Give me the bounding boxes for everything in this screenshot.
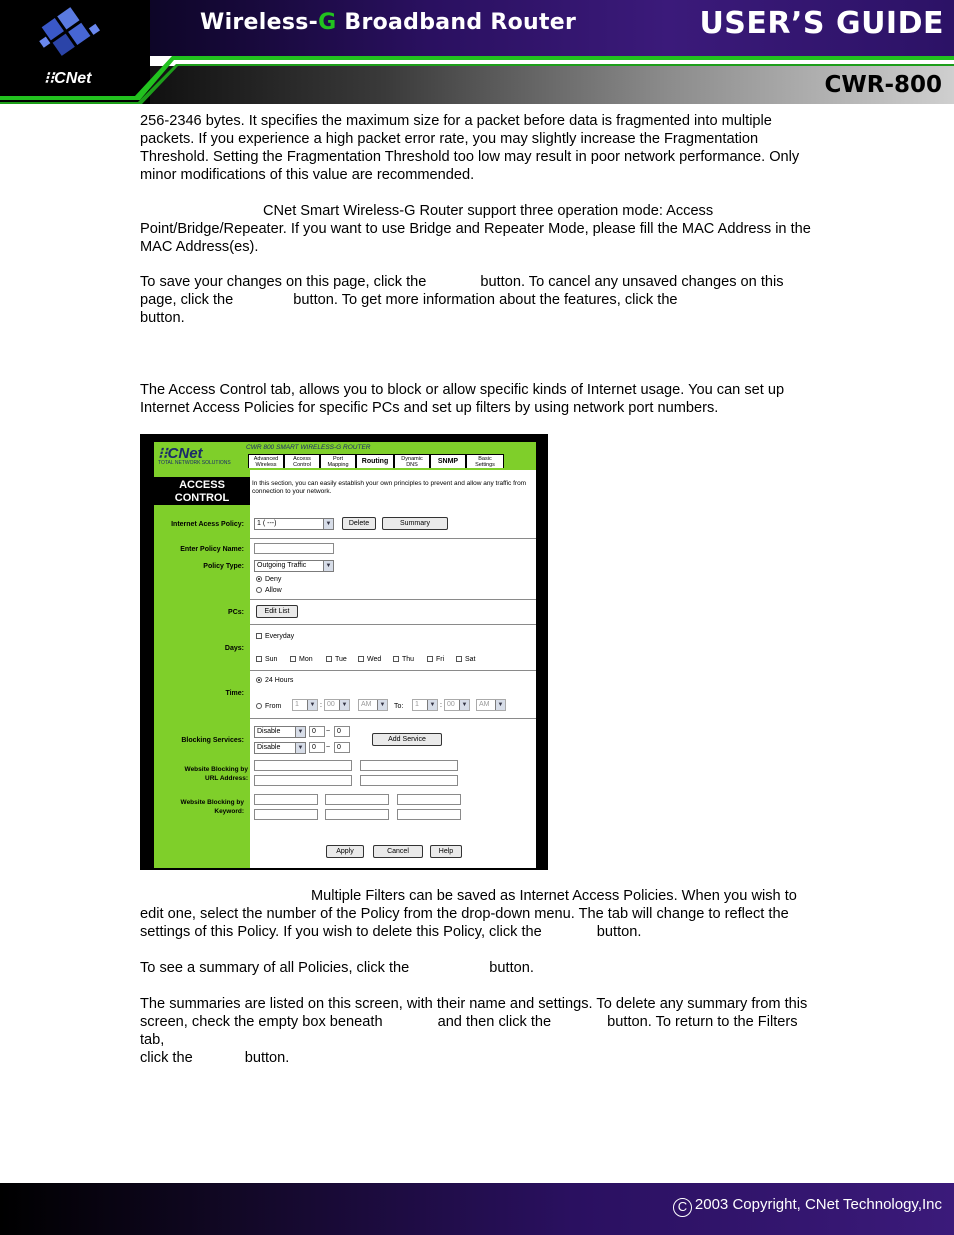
checkbox-icon <box>326 656 332 662</box>
radio-icon <box>256 703 262 709</box>
url-input-2[interactable] <box>360 760 458 771</box>
cancel-button[interactable]: Cancel <box>373 845 423 858</box>
port-range-tilde: ~ <box>326 728 331 735</box>
chevron-down-icon: ▼ <box>427 700 437 710</box>
from-hour-select[interactable]: 1 ▼ <box>292 699 318 711</box>
24-hours-radio[interactable]: 24 Hours <box>256 676 293 685</box>
day-fri-checkbox[interactable]: Fri <box>427 655 444 664</box>
from-minute-select[interactable]: 00 ▼ <box>324 699 350 711</box>
paragraph-access-control: The Access Control tab, allows you to block or allow specific kinds of Internet usage. You can set up Internet Access Policies for specific PCs and set up filters by using network port numbers. <box>140 382 785 416</box>
tab-snmp[interactable]: SNMP <box>430 454 466 468</box>
checkbox-icon <box>427 656 433 662</box>
copyright-text: C 2003 Copyright, CNet Technology,Inc <box>673 1196 942 1217</box>
everyday-checkbox[interactable]: Everyday <box>256 632 294 641</box>
label-policy-type: Policy Type: <box>203 563 244 570</box>
delete-button[interactable]: Delete <box>342 517 376 530</box>
label-internet-access-policy: Internet Acess Policy: <box>171 521 244 528</box>
label-time: Time: <box>225 690 244 697</box>
tab-access-control[interactable]: Access Control <box>284 454 320 468</box>
chevron-down-icon: ▼ <box>307 700 317 710</box>
checkbox-icon <box>393 656 399 662</box>
day-sun-checkbox[interactable]: Sun <box>256 655 277 664</box>
label-blocking-services: Blocking Services: <box>181 737 244 744</box>
port-range-tilde: ~ <box>326 744 331 751</box>
paragraph-summaries-list: The summaries are listed on this screen, with their name and settings. To delete any summary from this screen, check the empty box beneath and then click the button. To return to the Filters tab, click the button. <box>140 996 808 1066</box>
keyword-input-3[interactable] <box>397 794 461 805</box>
blocking-service-select-2[interactable]: Disable ▼ <box>254 742 306 754</box>
tab-basic-settings[interactable]: Basic Settings <box>466 454 504 468</box>
logo-squares-icon <box>34 6 108 66</box>
policy-select[interactable]: 1 ( ---) ▼ <box>254 518 334 530</box>
label-keyword-blocking: Website Blocking by Keyword: <box>180 799 244 815</box>
help-button[interactable]: Help <box>430 845 462 858</box>
paragraph-save-changes: To save your changes on this page, click the button. To cancel any unsaved changes on this page, click the button. To get more information about the features, click the button. <box>140 274 784 326</box>
day-tue-checkbox[interactable]: Tue <box>326 655 347 664</box>
header-title: Wireless-G Broadband Router <box>200 10 577 35</box>
chevron-down-icon: ▼ <box>323 519 333 529</box>
summary-button[interactable]: Summary <box>382 517 448 530</box>
port-end-input-2[interactable]: 0 <box>334 742 350 753</box>
to-label: To: <box>394 703 404 710</box>
apply-button[interactable]: Apply <box>326 845 364 858</box>
paragraph-summary: To see a summary of all Policies, click the button. <box>140 960 534 976</box>
tab-dynamic-dns[interactable]: Dynamic DNS <box>394 454 430 468</box>
blocking-service-select-1[interactable]: Disable ▼ <box>254 726 306 738</box>
chevron-down-icon: ▼ <box>495 700 505 710</box>
model-number: CWR-800 <box>824 72 942 98</box>
chevron-down-icon: ▼ <box>295 727 305 737</box>
paragraph-fragmentation: 256-2346 bytes. It specifies the maximum size for a packet before data is fragmented into multiple packets. If you experience a high packet error rate, you may slightly increase the Fragmentation Threshold. Setting the Fragmentation Threshold too low may result in poor network performance. Only minor modifications of this value are recommended. <box>140 113 800 183</box>
to-hour-select[interactable]: 1 ▼ <box>412 699 438 711</box>
day-wed-checkbox[interactable]: Wed <box>358 655 381 664</box>
paragraph-policies: Multiple Filters can be saved as Internet Access Policies. When you wish to edit one, select the number of the Policy from the drop-down menu. The tab will change to reflect the settings of this Policy. If you wish to delete this Policy, click the button. <box>140 888 797 940</box>
port-start-input-2[interactable]: 0 <box>309 742 325 753</box>
deny-radio[interactable]: Deny <box>256 575 281 584</box>
chevron-down-icon: ▼ <box>459 700 469 710</box>
tab-routing[interactable]: Routing <box>356 454 394 468</box>
checkbox-icon <box>256 656 262 662</box>
label-pcs: PCs: <box>228 609 244 616</box>
access-control-screenshot <box>140 434 548 870</box>
label-policy-name: Enter Policy Name: <box>180 546 244 553</box>
label-days: Days: <box>224 645 244 652</box>
add-service-button[interactable]: Add Service <box>372 733 442 746</box>
from-ampm-select[interactable]: AM ▼ <box>358 699 388 711</box>
screenshot-logo-subtitle: TOTAL NETWORK SOLUTIONS <box>158 460 231 466</box>
keyword-input-2[interactable] <box>325 794 389 805</box>
radio-icon <box>256 587 262 593</box>
url-input-3[interactable] <box>254 775 352 786</box>
screenshot-cnet-logo: ⁝⁝CNet <box>158 445 203 462</box>
to-ampm-select[interactable]: AM ▼ <box>476 699 506 711</box>
radio-selected-icon <box>256 677 262 683</box>
policy-name-input[interactable] <box>254 543 334 554</box>
chevron-down-icon: ▼ <box>339 700 349 710</box>
from-radio[interactable]: From <box>256 702 281 711</box>
checkbox-icon <box>290 656 296 662</box>
checkbox-icon <box>456 656 462 662</box>
page-header <box>0 0 954 104</box>
day-sat-checkbox[interactable]: Sat <box>456 655 476 664</box>
label-url-blocking: Website Blocking by URL Address: <box>184 766 248 782</box>
day-thu-checkbox[interactable]: Thu <box>393 655 414 664</box>
keyword-input-1[interactable] <box>254 794 318 805</box>
port-start-input-1[interactable]: 0 <box>309 726 325 737</box>
url-input-1[interactable] <box>254 760 352 771</box>
paragraph-operation-mode: CNet Smart Wireless-G Router support three operation mode: Access Point/Bridge/Repeater. If you want to use Bridge and Repeater Mode, please fill the MAC Address in the MAC Address(es). <box>140 203 811 255</box>
copyright-icon: C <box>673 1198 692 1217</box>
day-mon-checkbox[interactable]: Mon <box>290 655 313 664</box>
time-colon: : <box>320 702 322 709</box>
to-minute-select[interactable]: 00 ▼ <box>444 699 470 711</box>
access-control-heading: ACCESS CONTROL <box>154 476 250 506</box>
url-input-4[interactable] <box>360 775 458 786</box>
access-control-intro: In this section, you can easily establish your own principles to prevent and allow any traffic from connection to your network. <box>252 480 527 495</box>
tab-port-mapping[interactable]: Port Mapping <box>320 454 356 468</box>
keyword-input-4[interactable] <box>254 809 318 820</box>
radio-selected-icon <box>256 576 262 582</box>
port-end-input-1[interactable]: 0 <box>334 726 350 737</box>
screenshot-model: CWR 800 SMART WIRELESS-G ROUTER <box>246 444 371 451</box>
checkbox-icon <box>358 656 364 662</box>
policy-type-select[interactable]: Outgoing Traffic ▼ <box>254 560 334 572</box>
keyword-input-6[interactable] <box>397 809 461 820</box>
chevron-down-icon: ▼ <box>377 700 387 710</box>
cnet-logo: ⁝⁝CNet <box>44 70 92 87</box>
page-footer <box>0 1183 954 1235</box>
tab-advanced-wireless[interactable]: Advanced Wireless <box>248 454 284 468</box>
keyword-input-5[interactable] <box>325 809 389 820</box>
edit-list-button[interactable]: Edit List <box>256 605 298 618</box>
time-colon: : <box>440 702 442 709</box>
chevron-down-icon: ▼ <box>323 561 333 571</box>
chevron-down-icon: ▼ <box>295 743 305 753</box>
router-tabs <box>248 454 504 468</box>
users-guide-title: USER’S GUIDE <box>699 6 944 41</box>
checkbox-checked-icon <box>256 633 262 639</box>
allow-radio[interactable]: Allow <box>256 586 282 595</box>
